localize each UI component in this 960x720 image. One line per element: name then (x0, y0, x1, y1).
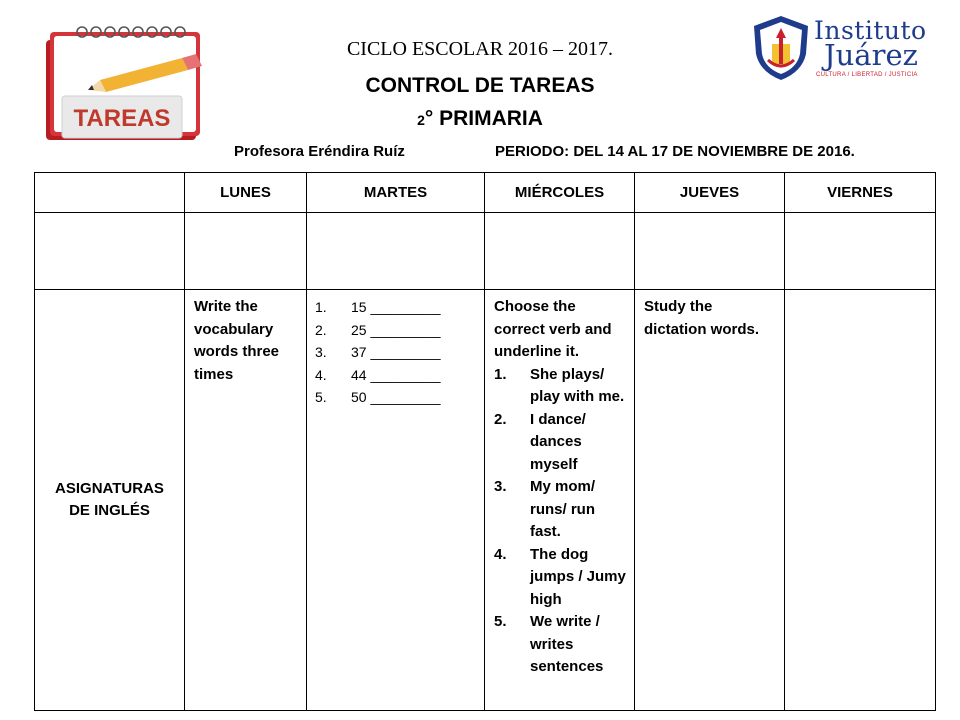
subject-line2: DE INGLÉS (69, 502, 150, 519)
wednesday-list (494, 364, 626, 679)
table-row-empty (35, 213, 936, 290)
institute-tagline: CULTURA / LIBERTAD / JUSTICIA (816, 72, 918, 78)
day-header-tuesday: MARTES (307, 173, 485, 213)
list-item: 4. 44 _________ (315, 366, 441, 383)
list-item: 1. 15 _________ (315, 299, 441, 315)
table-row-english (35, 290, 936, 711)
friday-task-cell (785, 290, 936, 711)
list-item: 5. 50 _________ (315, 389, 441, 405)
thursday-task: Study the dictation words. (644, 298, 760, 338)
header-corner-cell (35, 173, 185, 213)
grade-suffix: ° PRIMARIA (424, 107, 543, 130)
day-header-wednesday: MIÉRCOLES (485, 173, 635, 213)
document-title: CONTROL DE TAREAS (365, 74, 595, 97)
list-item: 3. My mom/ runs/ run fast. (494, 478, 596, 540)
monday-task: Write the vocabulary words three times (194, 298, 280, 383)
list-item: 2. 25 _________ (315, 321, 441, 338)
thursday-task-cell (635, 290, 785, 711)
tareas-logo-label: TAREAS (73, 105, 171, 132)
wednesday-task-cell (485, 290, 635, 711)
tuesday-list (307, 296, 484, 409)
subject-line1: ASIGNATURAS (55, 480, 164, 497)
wednesday-intro: Choose the correct verb and underline it. (494, 298, 612, 360)
empty-cell (785, 213, 936, 290)
institute-name-line2: Juárez (824, 38, 918, 72)
institute-name-line1: Instituto (814, 16, 927, 45)
list-item: 4. The dog jumps / Jumy high (494, 545, 626, 608)
empty-cell (185, 213, 307, 290)
day-header-monday: LUNES (185, 173, 307, 213)
grade-heading (0, 107, 960, 131)
list-item: 5. We write / writes sentences (494, 613, 604, 675)
grade-number: 2 (417, 112, 425, 128)
homework-table (34, 172, 936, 711)
empty-cell (635, 213, 785, 290)
day-header-thursday: JUEVES (635, 173, 785, 213)
period-range: PERIODO: DEL 14 AL 17 DE NOVIEMBRE DE 2016. (495, 143, 855, 160)
table-header-row (35, 173, 936, 213)
empty-cell (485, 213, 635, 290)
tuesday-task-cell (307, 290, 485, 711)
empty-cell (307, 213, 485, 290)
school-cycle: CICLO ESCOLAR 2016 – 2017. (346, 38, 614, 60)
empty-cell (35, 213, 185, 290)
wednesday-task (485, 290, 634, 679)
day-header-friday: VIERNES (785, 173, 936, 213)
list-item: 1. She plays/ play with me. (494, 365, 625, 405)
teacher-name: Profesora Eréndira Ruíz (234, 143, 405, 160)
list-item: 3. 37 _________ (315, 344, 441, 360)
subject-cell (35, 290, 185, 711)
friday-task (785, 290, 935, 296)
monday-task-cell (185, 290, 307, 711)
list-item: 2. I dance/ dances myself (494, 410, 586, 473)
